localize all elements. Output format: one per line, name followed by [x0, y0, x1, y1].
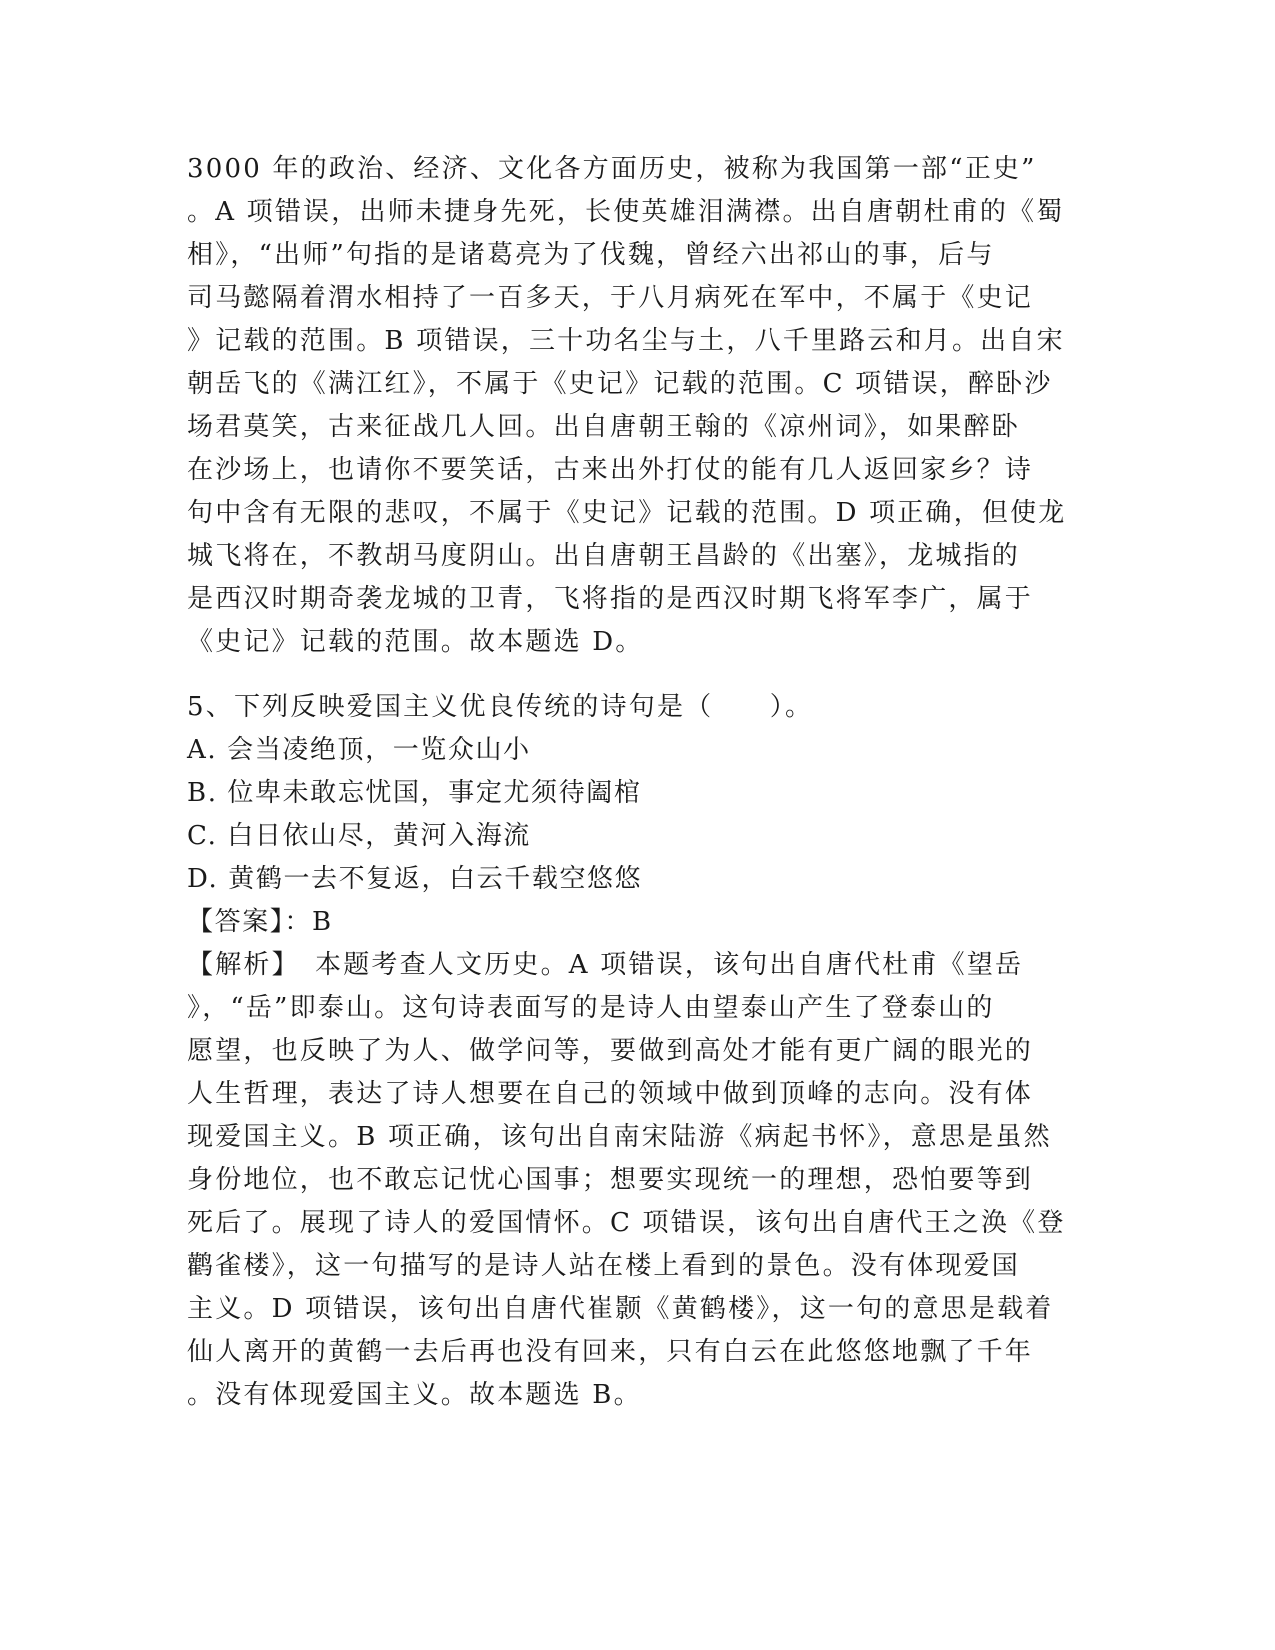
analysis-line: 现爱国主义。B 项正确，该句出自南宋陆游《病起书怀》，意思是虽然	[187, 1122, 1052, 1152]
option-d: D. 黄鹤一去不复返，白云千载空悠悠	[187, 864, 643, 894]
text-line: 》记载的范围。B 项错误，三十功名尘与土，八千里路云和月。出自宋	[187, 326, 1065, 356]
text-line: 场君莫笑，古来征战几人回。出自唐朝王翰的《凉州词》，如果醉卧	[187, 412, 1021, 442]
analysis-line: 人生哲理，表达了诗人想要在自己的领域中做到顶峰的志向。没有体	[187, 1079, 1034, 1109]
analysis-line: 身份地位，也不敢忘记忧心国事；想要实现统一的理想，恐怕要等到	[187, 1165, 1034, 1195]
text-line: 《史记》记载的范围。故本题选 D。	[187, 627, 644, 657]
text-line: 朝岳飞的《满江红》，不属于《史记》记载的范围。C 项错误，醉卧沙	[187, 369, 1053, 399]
question-stem: 5、下列反映爱国主义优良传统的诗句是（ ）。	[187, 692, 814, 722]
analysis-line: 》，“岳”即泰山。这句诗表面写的是诗人由望泰山产生了登泰山的	[187, 993, 995, 1023]
analysis-line: 【解析】 本题考查人文历史。A 项错误，该句出自唐代杜甫《望岳	[187, 950, 1024, 980]
analysis-line: 愿望，也反映了为人、做学问等，要做到高处才能有更广阔的眼光的	[187, 1036, 1034, 1066]
question-5	[187, 686, 1087, 1417]
answer: 【答案】：B	[187, 907, 333, 937]
analysis-line: 死后了。展现了诗人的爱国情怀。C 项错误，该句出自唐代王之涣《登	[187, 1208, 1066, 1238]
option-b: B. 位卑未敢忘忧国，事定尤须待阖棺	[187, 778, 642, 808]
analysis-line: 鹳雀楼》，这一句描写的是诗人站在楼上看到的景色。没有体现爱国	[187, 1251, 1021, 1281]
text-line: 相》，“出师”句指的是诸葛亮为了伐魏，曾经六出祁山的事，后与	[187, 240, 995, 270]
previous-explanation	[187, 148, 1087, 664]
text-line: 司马懿隔着渭水相持了一百多天，于八月病死在军中，不属于《史记	[187, 283, 1034, 313]
text-line: 是西汉时期奇袭龙城的卫青，飞将指的是西汉时期飞将军李广，属于	[187, 584, 1034, 614]
analysis-line: 仙人离开的黄鹤一去后再也没有回来，只有白云在此悠悠地飘了千年	[187, 1337, 1034, 1367]
option-a: A. 会当凌绝顶，一览众山小	[187, 735, 531, 765]
text-line: 在沙场上，也请你不要笑话，古来出外打仗的能有几人返回家乡？诗	[187, 455, 1034, 485]
text-line: 城飞将在，不教胡马度阴山。出自唐朝王昌龄的《出塞》，龙城指的	[187, 541, 1021, 571]
analysis-line: 主义。D 项错误，该句出自唐代崔颢《黄鹤楼》，这一句的意思是载着	[187, 1294, 1054, 1324]
option-c: C. 白日依山尽，黄河入海流	[187, 821, 531, 851]
text-line: 句中含有无限的悲叹，不属于《史记》记载的范围。D 项正确，但使龙	[187, 498, 1067, 528]
text-line: 3000 年的政治、经济、文化各方面历史，被称为我国第一部“正史”	[187, 154, 1037, 184]
text-line: 。A 项错误，出师未捷身先死，长使英雄泪满襟。出自唐朝杜甫的《蜀	[187, 197, 1065, 227]
analysis-line: 。没有体现爱国主义。故本题选 B。	[187, 1380, 642, 1410]
